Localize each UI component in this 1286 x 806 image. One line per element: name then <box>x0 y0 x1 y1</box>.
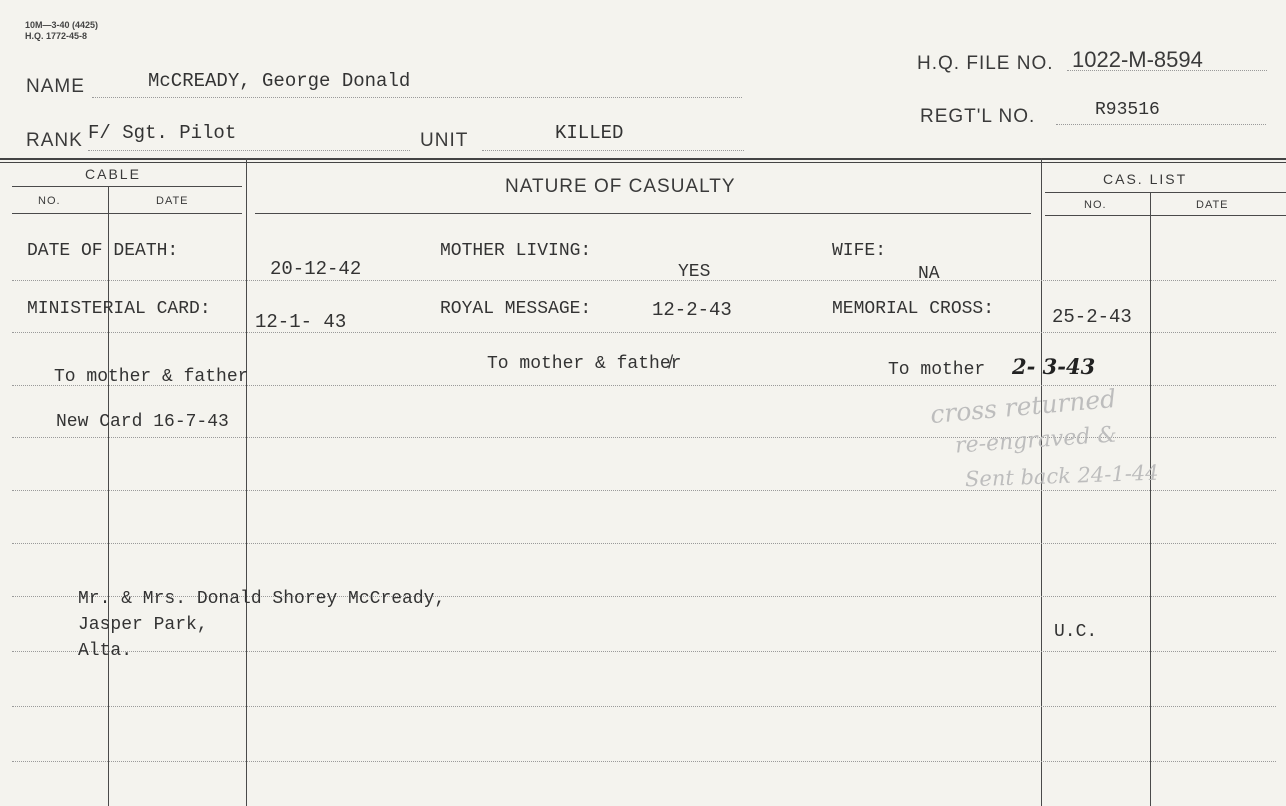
cas-list-note: U.C. <box>1054 622 1098 642</box>
name-underline <box>92 97 742 98</box>
form-code-line1: 10M—3-40 (4425) <box>25 20 99 30</box>
cas-list-header-rule <box>1045 192 1286 193</box>
handwritten-note-line3: Sent back 24-1-44 <box>964 460 1159 492</box>
header-rule-top <box>0 158 1286 160</box>
ruled-line <box>12 651 1276 652</box>
wife-value: NA <box>918 264 940 284</box>
wife-label: WIFE: <box>832 241 887 261</box>
royal-message-recipient: To mother & fathe̸r <box>487 354 682 374</box>
name-label: NAME <box>26 76 85 97</box>
handwritten-note-line2: re-engraved & <box>954 422 1118 459</box>
regt-value: R93516 <box>1095 100 1160 120</box>
cable-subheader-rule <box>12 213 242 214</box>
ministerial-card-label: MINISTERIAL CARD: <box>27 299 211 319</box>
address-line3: Alta. <box>78 641 133 661</box>
hq-file-label: H.Q. FILE NO. <box>917 53 1054 74</box>
hq-file-value: 1022-M-8594 <box>1072 47 1203 72</box>
memorial-cross-recipient: To mother <box>888 360 986 380</box>
ministerial-recipient: To mother & father <box>54 367 249 387</box>
royal-message-label: ROYAL MESSAGE: <box>440 299 592 319</box>
royal-message-value: 12-2-43 <box>652 299 732 321</box>
form-code-line2: H.Q. 1772-45-8 <box>25 31 88 41</box>
cas-no-header: NO. <box>1084 199 1107 211</box>
name-value: McCREADY, George Donald <box>148 70 411 92</box>
cable-no-header: NO. <box>38 195 61 207</box>
memorial-cross-sent-date: 2- 3-43 <box>1012 354 1096 379</box>
ruled-line <box>12 490 1276 491</box>
unit-underline <box>482 150 744 151</box>
memorial-cross-value: 25-2-43 <box>1052 306 1132 328</box>
rank-value: F/ Sgt. Pilot <box>88 122 237 144</box>
address-line1: Mr. & Mrs. Donald Shorey McCready, <box>78 589 446 609</box>
regt-label: REGT'L NO. <box>920 106 1036 127</box>
rank-underline <box>88 150 410 151</box>
mother-living-value: YES <box>678 262 711 282</box>
grid-line-cable-split <box>108 186 109 806</box>
ministerial-card-value: 12-1- 43 <box>255 311 347 333</box>
date-of-death-label: DATE OF DEATH: <box>27 241 179 261</box>
nature-header-rule <box>255 213 1031 214</box>
memorial-cross-label: MEMORIAL CROSS: <box>832 299 995 319</box>
cable-header: CABLE <box>85 166 141 182</box>
unit-value: KILLED <box>555 122 624 144</box>
date-of-death-value: 20-12-42 <box>270 258 362 280</box>
nature-header: NATURE OF CASUALTY <box>505 176 736 197</box>
ruled-line <box>12 706 1276 707</box>
rank-label: RANK <box>26 130 83 151</box>
cas-date-header: DATE <box>1196 199 1229 211</box>
cable-date-header: DATE <box>156 195 189 207</box>
cable-header-rule <box>12 186 242 187</box>
mother-living-label: MOTHER LIVING: <box>440 241 592 261</box>
handwritten-note-line1: cross returned <box>929 383 1118 430</box>
ruled-line <box>12 332 1276 333</box>
unit-label: UNIT <box>420 130 469 151</box>
ruled-line <box>12 280 1276 281</box>
header-rule-bottom <box>0 162 1286 163</box>
cas-list-subheader-rule <box>1045 215 1286 216</box>
regt-underline <box>1056 124 1266 125</box>
cas-list-header: CAS. LIST <box>1103 171 1188 187</box>
grid-line-cable-right <box>246 158 247 806</box>
ruled-line <box>12 761 1276 762</box>
new-card-note: New Card 16-7-43 <box>56 412 229 432</box>
ruled-line <box>12 543 1276 544</box>
address-line2: Jasper Park, <box>78 615 208 635</box>
grid-line-cas-split <box>1150 192 1151 806</box>
